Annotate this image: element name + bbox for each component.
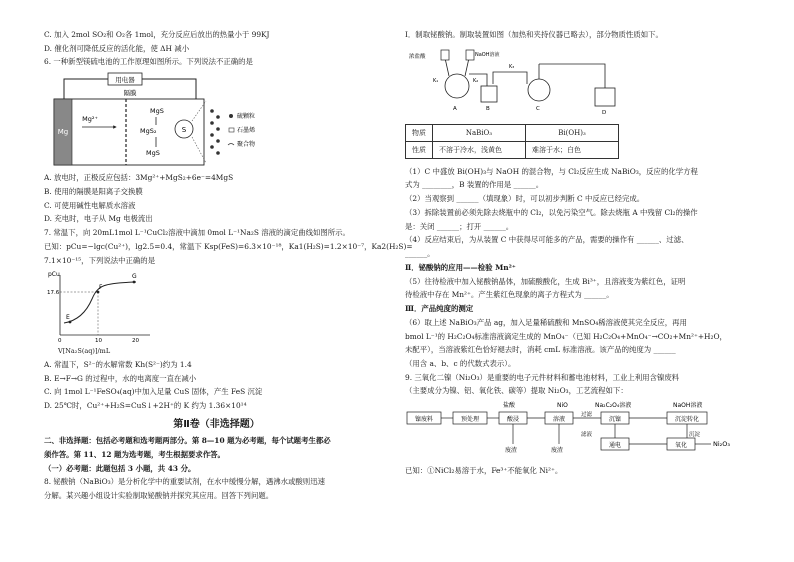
right-column <box>405 30 755 480</box>
flask-a <box>445 74 469 98</box>
point-f: F <box>99 284 103 292</box>
legend-graphene-icon <box>229 128 234 132</box>
properties-table <box>405 124 619 159</box>
x-tick-10: 10 <box>95 338 102 345</box>
label-naoh: NaOH溶液 <box>475 51 500 58</box>
q6-option-d: D. 充电时，电子从 Mg 电极流出 <box>44 214 153 224</box>
flow-text-leach: 酸浸 <box>506 416 520 424</box>
flow-waste-2: 废渣 <box>551 447 564 455</box>
bottle-b <box>481 86 497 102</box>
q7-option-b: B. E→F→G 的过程中，水的电离度一直在减小 <box>44 373 197 383</box>
section2-required: （一）必考题：此题包括 3 小题，共 43 分。 <box>44 463 196 473</box>
section2-intro-1: 二、非选择题：包括必考题和选考题两部分。第 8—10 题为必考题，每个试题考生都必 <box>44 436 331 446</box>
device-label: 用电器 <box>115 76 135 85</box>
label-c: C <box>536 105 540 112</box>
legend-sulfur: 硫颗粒 <box>237 113 256 121</box>
q8-5a: （5）往待检液中加入铋酸钠晶体，加硫酸酸化，生成 Bi³⁺，且溶液变为紫红色，证明 <box>405 276 686 286</box>
s-label: S <box>181 126 187 135</box>
species-1: MgS <box>150 107 164 116</box>
apparatus-diagram <box>409 44 639 118</box>
flow-text-ni-precip: 沉镍 <box>608 416 622 424</box>
table-cell: NaBiO₃ <box>433 124 526 141</box>
q6-stem: 6. 一种新型镁硫电池的工作原理如图所示。下列说法不正确的是 <box>44 57 253 67</box>
q9-stem-2: （主要成分为镍、铝、氧化铁、碳等）提取 Ni₂O₃，工艺流程如下： <box>405 386 628 396</box>
q6-option-b: B. 使用的隔膜是阳离子交换膜 <box>44 186 143 196</box>
point-e: E <box>66 314 70 322</box>
q8-6d: （用含 a、b、c 的代数式表示）。 <box>405 359 516 369</box>
flow-mid-filter: 过滤 <box>581 412 593 419</box>
flow-text-transform: 沉淀转化 <box>674 416 700 424</box>
q8-1b: 式为 ________，B 装置的作用是 ______。 <box>405 180 544 190</box>
beaker-d <box>595 88 615 106</box>
flow-product: Ni₂O₃ <box>713 440 730 449</box>
q9-known: 已知：①NiCl₂易溶于水，Fe³⁺不能氧化 Ni²⁺。 <box>405 466 563 476</box>
q8-stem-1: 8. 铋酸钠（NaBiO₃）是分析化学中的重要试剂，在水中缓慢分解，遇沸水或酸则迅速 <box>44 477 325 487</box>
legend-sulfur-icon <box>229 114 233 118</box>
species-3: MgS <box>146 149 160 158</box>
flow-mid-filtrate: 滤液 <box>581 432 593 439</box>
q7-stem-2: 已知：pCu=−lgc(Cu²⁺)，lg2.5=0.4，常温下 Ksp(FeS)=6.3×10⁻¹⁸，Ka1(H₂S)=1.2×10⁻⁷，Ka2(H₂S)= <box>44 241 413 251</box>
label-hcl: 浓盐酸 <box>409 53 426 60</box>
q8-6b: bmol L⁻¹的 H₂C₂O₄标准溶液滴定生成的 MnO₄⁻（已知 H₂C₂O₄+MnO₄⁻→CO₂+Mn²⁺+H₂O， <box>405 331 727 341</box>
flow-text-waste: 镍废料 <box>414 416 434 424</box>
q7-stem-1: 7. 常温下，向 20mL1mol L⁻¹CuCl₂溶液中滴加 0mol L⁻¹Na₂S 溶液的滴定曲线如图所示。 <box>44 228 350 238</box>
flask-c <box>528 79 550 101</box>
ion-label: Mg²⁺ <box>82 115 98 124</box>
q7-option-a: A. 常温下，S²⁻的水解常数 Kh(S²⁻)约为 1.4 <box>44 359 192 369</box>
q5-option-d: D. 催化剂可降低反应的活化能，使 ΔH 减小 <box>44 43 190 53</box>
membrane-label: 隔膜 <box>123 89 137 98</box>
table-cell: 物质 <box>406 124 433 141</box>
q8-6c: 未配平），当溶液紫红色恰好褪去时，消耗 cmL 标准溶液。该产品的纯度为 ______ <box>405 345 676 355</box>
q8-4a: （4）反应结束后，为从装置 C 中获得尽可能多的产品，需要的操作有 ______、过滤、 <box>405 235 689 245</box>
table-row <box>406 124 619 141</box>
flow-text-oxidation: 氧化 <box>674 442 688 450</box>
chart-xlabel: V[Na₂S(aq)]/mL <box>58 347 111 356</box>
part1-intro: Ⅰ．制取铋酸钠。制取装置如图（加热和夹持仪器已略去），部分物质性质如下。 <box>405 30 663 39</box>
q6-option-c: C. 可使用碱性电解质水溶液 <box>44 200 136 210</box>
label-k1: K₁ <box>433 77 439 84</box>
x-tick-0: 0 <box>58 338 62 345</box>
q7-option-d: D. 25℃时，Cu²⁺+H₂S=CuS↓+2H⁺的 K 约为 1.36×10¹⁴ <box>44 400 247 410</box>
q8-2: （2）当观察到 ______（填现象）时，可以初步判断 C 中反应已经完成。 <box>405 194 645 204</box>
table-row <box>406 141 619 158</box>
particle-cluster <box>210 109 220 155</box>
battery-diagram <box>46 71 276 171</box>
q6-option-a: A. 放电时，正极反应包括：3Mg²⁺+MgS₂+6e⁻=4MgS <box>44 173 234 183</box>
part2-heading: Ⅱ．铋酸钠的应用——检验 Mn²⁺ <box>405 262 516 272</box>
legend-polymer: 聚合物 <box>237 141 256 149</box>
legend-polymer-icon <box>228 144 234 146</box>
legend-graphene: 石墨烯 <box>237 127 256 135</box>
point-g: G <box>132 273 137 281</box>
flow-text-pretreat: 预处理 <box>460 416 480 424</box>
flow-label-hcl: 盐酸 <box>503 402 516 410</box>
titration-chart <box>46 269 156 347</box>
q7-stem-3: 7.1×10⁻¹⁵，下列说法中正确的是 <box>44 255 156 265</box>
label-k2: K₂ <box>473 77 479 84</box>
species-2: MgS₂ <box>140 127 157 136</box>
flow-label-nio: NiO <box>557 402 568 410</box>
section2-title: 第Ⅱ卷（非选择题） <box>173 418 260 430</box>
flow-mid-precip: 沉淀 <box>689 432 701 439</box>
section2-intro-2: 须作答。第 11、12 题为选考题，考生根据要求作答。 <box>44 449 225 459</box>
flow-label-naoh: NaOH溶液 <box>673 402 703 410</box>
q8-6a: （6）取上述 NaBiO₃产品 ag，加入足量稀硫酸和 MnSO₄稀溶液使其完全反应，再用 <box>405 317 687 327</box>
q8-4b: ______。 <box>405 249 435 259</box>
flow-label-na2c2o4: Na₂C₂O₄溶液 <box>595 402 632 410</box>
mg-label: Mg <box>57 128 69 137</box>
q8-5b: 待检液中存在 Mn²⁺。产生紫红色现象的离子方程式为 ______。 <box>405 290 614 300</box>
flow-text-solution: 溶液 <box>552 416 566 424</box>
left-column <box>44 30 413 505</box>
part3-heading: Ⅲ．产品纯度的测定 <box>405 304 474 314</box>
q8-3b: 是：关闭 ______；打开 ______。 <box>405 221 514 231</box>
chart-ytick: 17.6 <box>47 290 60 297</box>
table-cell: 不溶于冷水，浅黄色 <box>433 141 526 158</box>
table-cell: Bi(OH)₃ <box>526 124 619 141</box>
q7-option-c: C. 向 1mol L⁻¹FeSO₄(aq)中加入足量 CuS 固体，产生 FeS 沉淀 <box>44 387 263 397</box>
x-tick-20: 20 <box>132 338 139 345</box>
chart-ylabel: pCu <box>48 271 60 279</box>
label-k3: K₃ <box>509 63 515 70</box>
table-cell: 难溶于水；白色 <box>526 141 619 158</box>
q8-3a: （3）拆除装置前必须先除去烧瓶中的 Cl₂，以免污染空气。除去烧瓶 A 中残留 Cl₂的操作 <box>405 207 698 217</box>
q9-stem-1: 9. 三氧化二镍（Ni₂O₃）是重要的电子元件材料和蓄电池材料，工业上利用含镍废料 <box>405 372 680 382</box>
flow-waste-1: 废渣 <box>505 447 518 455</box>
table-cell: 性质 <box>406 141 433 158</box>
label-d: D <box>602 109 607 116</box>
label-b: B <box>486 105 490 112</box>
process-flowchart <box>405 400 745 464</box>
flow-text-electrolysis: 通电 <box>608 442 622 450</box>
label-a: A <box>453 105 457 112</box>
q8-1a: （1）C 中盛放 Bi(OH)₃与 NaOH 的混合物，与 Cl₂反应生成 NaBiO₃，反应的化学方程 <box>405 166 698 176</box>
q5-option-c: C. 加入 2mol SO₂和 O₂各 1mol，充分反应后放出的热量小于 99KJ <box>44 30 270 39</box>
q8-stem-2: 分解。某兴趣小组设计实验制取铋酸钠并探究其应用。回答下列问题。 <box>44 491 274 501</box>
